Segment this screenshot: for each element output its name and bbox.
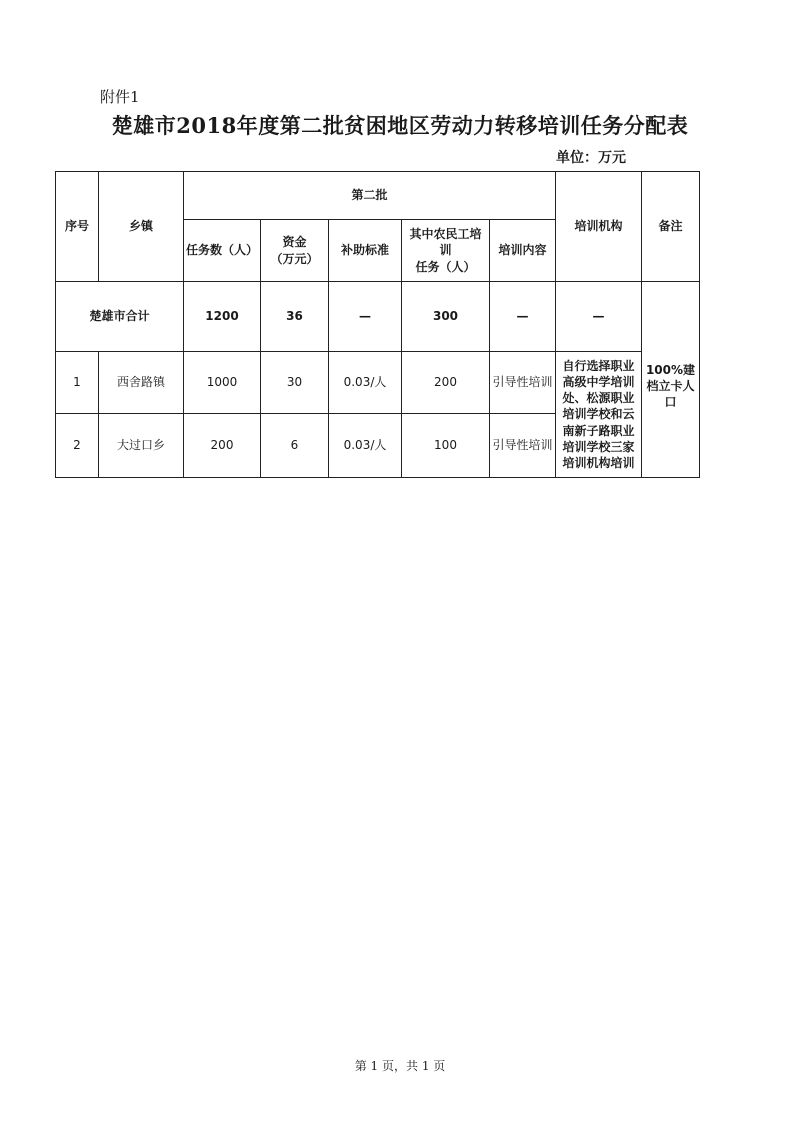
- header-funds: 资金 （万元）: [261, 220, 329, 282]
- total-row: [56, 282, 700, 352]
- row-subsidy: 0.03/人: [329, 352, 402, 414]
- row-town: 西舍路镇: [99, 352, 184, 414]
- row-seq: 1: [56, 352, 99, 414]
- total-migrant: 300: [402, 282, 490, 352]
- total-funds: 36: [261, 282, 329, 352]
- row-migrant: 200: [402, 352, 490, 414]
- total-subsidy: —: [329, 282, 402, 352]
- total-tasks: 1200: [184, 282, 261, 352]
- header-town: 乡镇: [99, 172, 184, 282]
- row-migrant: 100: [402, 414, 490, 478]
- attachment-label: 附件1: [100, 88, 140, 106]
- unit-label: 单位：万元: [556, 150, 626, 166]
- document-title: 楚雄市2018年度第二批贫困地区劳动力转移培训任务分配表: [111, 113, 689, 138]
- header-batch: 第二批: [184, 172, 556, 220]
- row-content: 引导性培训: [490, 414, 556, 478]
- header-seq: 序号: [56, 172, 99, 282]
- row-funds: 30: [261, 352, 329, 414]
- row-subsidy: 0.03/人: [329, 414, 402, 478]
- total-org: —: [556, 282, 642, 352]
- org-cell: 自行选择职业高级中学培训处、松源职业培训学校和云南新子路职业培训学校三家培训机构培训: [556, 352, 642, 478]
- note-cell: 100%建档立卡人口: [642, 282, 700, 478]
- row-content: 引导性培训: [490, 352, 556, 414]
- allocation-table: [55, 171, 700, 478]
- table-row: [56, 352, 700, 414]
- total-label: 楚雄市合计: [56, 282, 184, 352]
- page-footer: 第 1 页，共 1 页: [354, 1059, 446, 1073]
- header-org: 培训机构: [556, 172, 642, 282]
- total-content: —: [490, 282, 556, 352]
- row-seq: 2: [56, 414, 99, 478]
- header-migrant: 其中农民工培训 任务（人）: [402, 220, 490, 282]
- row-tasks: 1000: [184, 352, 261, 414]
- header-tasks: 任务数（人）: [184, 220, 261, 282]
- row-funds: 6: [261, 414, 329, 478]
- header-subsidy: 补助标准: [329, 220, 402, 282]
- row-town: 大过口乡: [99, 414, 184, 478]
- header-content: 培训内容: [490, 220, 556, 282]
- row-tasks: 200: [184, 414, 261, 478]
- header-note: 备注: [642, 172, 700, 282]
